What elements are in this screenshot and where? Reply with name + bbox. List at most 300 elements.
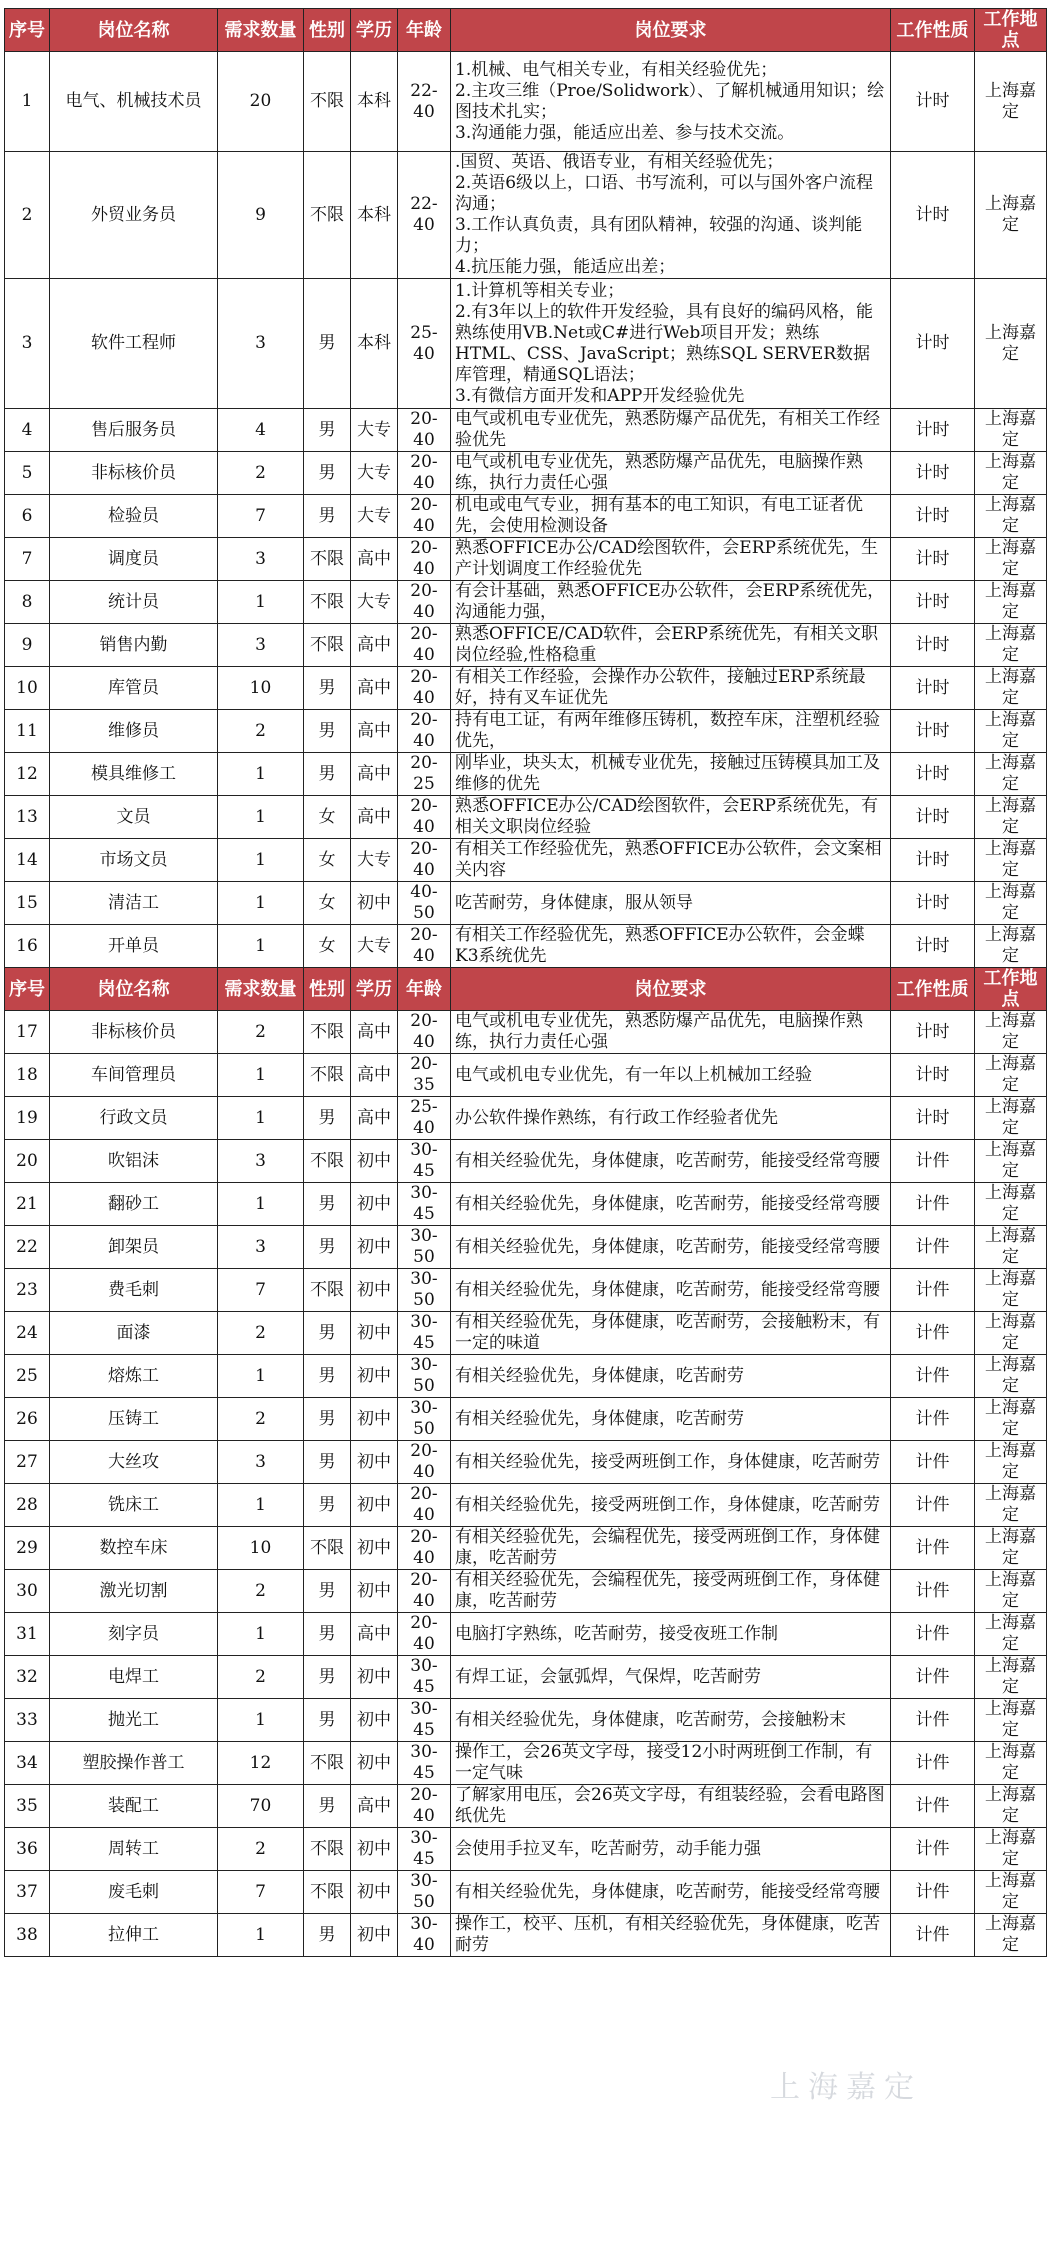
education: 高中 bbox=[351, 796, 398, 839]
age-range: 20-40 bbox=[398, 581, 451, 624]
job-requirements bbox=[451, 624, 891, 667]
job-title: 废毛刺 bbox=[50, 1871, 218, 1914]
work-type: 计时 bbox=[891, 667, 975, 710]
requirement-line: 有相关工作经验，会操作办公软件，接触过ERP系统最好，持有叉车证优先 bbox=[455, 667, 866, 708]
education: 初中 bbox=[351, 1183, 398, 1226]
job-requirements bbox=[451, 1011, 891, 1054]
requirement-line: 会使用手拉叉车，吃苦耐劳，动手能力强 bbox=[455, 1838, 761, 1859]
work-location: 上海嘉定 bbox=[975, 52, 1047, 152]
row-number: 37 bbox=[5, 1871, 50, 1914]
gender: 不限 bbox=[304, 1742, 351, 1785]
age-range: 30-50 bbox=[398, 1226, 451, 1269]
table-row bbox=[5, 882, 1047, 925]
job-title: 统计员 bbox=[50, 581, 218, 624]
job-requirements bbox=[451, 1140, 891, 1183]
row-number: 35 bbox=[5, 1785, 50, 1828]
job-requirements bbox=[451, 409, 891, 452]
row-number: 14 bbox=[5, 839, 50, 882]
table-row bbox=[5, 152, 1047, 279]
gender: 男 bbox=[304, 409, 351, 452]
job-requirements bbox=[451, 1742, 891, 1785]
job-requirements bbox=[451, 667, 891, 710]
job-requirements bbox=[451, 753, 891, 796]
age-range: 20-35 bbox=[398, 1054, 451, 1097]
row-number: 33 bbox=[5, 1699, 50, 1742]
age-range: 22-40 bbox=[398, 52, 451, 152]
headcount: 3 bbox=[218, 1441, 304, 1484]
job-title: 维修员 bbox=[50, 710, 218, 753]
row-number: 15 bbox=[5, 882, 50, 925]
work-type: 计时 bbox=[891, 796, 975, 839]
work-type: 计件 bbox=[891, 1613, 975, 1656]
headcount: 12 bbox=[218, 1742, 304, 1785]
job-requirements bbox=[451, 279, 891, 409]
age-range: 30-40 bbox=[398, 1914, 451, 1957]
row-number: 27 bbox=[5, 1441, 50, 1484]
education: 初中 bbox=[351, 1140, 398, 1183]
table-row bbox=[5, 796, 1047, 839]
job-requirements bbox=[451, 839, 891, 882]
job-requirements bbox=[451, 1398, 891, 1441]
work-type: 计时 bbox=[891, 538, 975, 581]
job-title: 软件工程师 bbox=[50, 279, 218, 409]
table-row bbox=[5, 925, 1047, 968]
job-title: 行政文员 bbox=[50, 1097, 218, 1140]
requirement-line: 办公软件操作熟练，有行政工作经验者优先 bbox=[455, 1107, 778, 1128]
table-row bbox=[5, 1441, 1047, 1484]
gender: 不限 bbox=[304, 1140, 351, 1183]
job-title: 大丝攻 bbox=[50, 1441, 218, 1484]
education: 高中 bbox=[351, 1011, 398, 1054]
headcount: 1 bbox=[218, 753, 304, 796]
header-cell: 工作地点 bbox=[975, 968, 1047, 1011]
table-row bbox=[5, 452, 1047, 495]
table-row bbox=[5, 1183, 1047, 1226]
header-cell: 岗位名称 bbox=[50, 968, 218, 1011]
job-title: 卸架员 bbox=[50, 1226, 218, 1269]
gender: 男 bbox=[304, 1441, 351, 1484]
job-title: 费毛刺 bbox=[50, 1269, 218, 1312]
gender: 男 bbox=[304, 1226, 351, 1269]
age-range: 25-40 bbox=[398, 279, 451, 409]
requirement-line: .国贸、英语、俄语专业，有相关经验优先； bbox=[455, 152, 784, 172]
headcount: 10 bbox=[218, 1527, 304, 1570]
education: 本科 bbox=[351, 152, 398, 279]
job-title: 车间管理员 bbox=[50, 1054, 218, 1097]
work-type: 计时 bbox=[891, 581, 975, 624]
header-cell: 需求数量 bbox=[218, 9, 304, 52]
headcount: 2 bbox=[218, 710, 304, 753]
work-location: 上海嘉定 bbox=[975, 279, 1047, 409]
age-range: 30-45 bbox=[398, 1828, 451, 1871]
education: 初中 bbox=[351, 1656, 398, 1699]
gender: 男 bbox=[304, 710, 351, 753]
row-number: 19 bbox=[5, 1097, 50, 1140]
job-listings-table bbox=[4, 8, 1047, 1957]
education: 初中 bbox=[351, 1570, 398, 1613]
row-number: 10 bbox=[5, 667, 50, 710]
table-row bbox=[5, 1140, 1047, 1183]
row-number: 2 bbox=[5, 152, 50, 279]
headcount: 1 bbox=[218, 1097, 304, 1140]
education: 初中 bbox=[351, 1914, 398, 1957]
education: 初中 bbox=[351, 1699, 398, 1742]
age-range: 20-40 bbox=[398, 624, 451, 667]
education: 高中 bbox=[351, 667, 398, 710]
education: 高中 bbox=[351, 1054, 398, 1097]
row-number: 12 bbox=[5, 753, 50, 796]
work-type: 计件 bbox=[891, 1828, 975, 1871]
job-title: 售后服务员 bbox=[50, 409, 218, 452]
job-requirements bbox=[451, 1097, 891, 1140]
education: 大专 bbox=[351, 495, 398, 538]
headcount: 2 bbox=[218, 1011, 304, 1054]
job-requirements bbox=[451, 1441, 891, 1484]
work-type: 计件 bbox=[891, 1871, 975, 1914]
job-title: 电焊工 bbox=[50, 1656, 218, 1699]
education: 大专 bbox=[351, 409, 398, 452]
work-location: 上海嘉定 bbox=[975, 538, 1047, 581]
work-location: 上海嘉定 bbox=[975, 882, 1047, 925]
requirement-line: 有相关工作经验优先，熟悉OFFICE办公软件，会文案相关内容 bbox=[455, 839, 882, 880]
education: 初中 bbox=[351, 1742, 398, 1785]
gender: 不限 bbox=[304, 1828, 351, 1871]
table-row bbox=[5, 1355, 1047, 1398]
job-requirements bbox=[451, 1699, 891, 1742]
row-number: 31 bbox=[5, 1613, 50, 1656]
table-row bbox=[5, 753, 1047, 796]
gender: 男 bbox=[304, 279, 351, 409]
work-location: 上海嘉定 bbox=[975, 1140, 1047, 1183]
job-title: 装配工 bbox=[50, 1785, 218, 1828]
job-requirements bbox=[451, 452, 891, 495]
job-title: 清洁工 bbox=[50, 882, 218, 925]
work-type: 计件 bbox=[891, 1699, 975, 1742]
job-title: 电气、机械技术员 bbox=[50, 52, 218, 152]
job-title: 检验员 bbox=[50, 495, 218, 538]
work-location: 上海嘉定 bbox=[975, 710, 1047, 753]
work-location: 上海嘉定 bbox=[975, 1097, 1047, 1140]
work-type: 计时 bbox=[891, 1054, 975, 1097]
job-title: 销售内勤 bbox=[50, 624, 218, 667]
requirement-line: 吃苦耐劳，身体健康，服从领导 bbox=[455, 892, 693, 913]
work-type: 计时 bbox=[891, 882, 975, 925]
job-requirements bbox=[451, 1183, 891, 1226]
age-range: 25-40 bbox=[398, 1097, 451, 1140]
gender: 男 bbox=[304, 452, 351, 495]
row-number: 26 bbox=[5, 1398, 50, 1441]
work-location: 上海嘉定 bbox=[975, 624, 1047, 667]
work-location: 上海嘉定 bbox=[975, 796, 1047, 839]
gender: 男 bbox=[304, 1785, 351, 1828]
gender: 不限 bbox=[304, 1011, 351, 1054]
table-row bbox=[5, 279, 1047, 409]
age-range: 30-50 bbox=[398, 1355, 451, 1398]
job-requirements bbox=[451, 1871, 891, 1914]
work-location: 上海嘉定 bbox=[975, 1570, 1047, 1613]
job-title: 库管员 bbox=[50, 667, 218, 710]
headcount: 20 bbox=[218, 52, 304, 152]
education: 初中 bbox=[351, 882, 398, 925]
work-type: 计时 bbox=[891, 409, 975, 452]
job-title: 刻字员 bbox=[50, 1613, 218, 1656]
requirement-line: 2.主攻三维（Proe/Solidwork）、了解机械通用知识；绘图技术扎实； bbox=[455, 80, 885, 122]
headcount: 2 bbox=[218, 452, 304, 495]
job-requirements bbox=[451, 1613, 891, 1656]
age-range: 30-45 bbox=[398, 1699, 451, 1742]
work-type: 计件 bbox=[891, 1140, 975, 1183]
job-requirements bbox=[451, 796, 891, 839]
work-location: 上海嘉定 bbox=[975, 1699, 1047, 1742]
row-number: 20 bbox=[5, 1140, 50, 1183]
gender: 不限 bbox=[304, 152, 351, 279]
age-range: 30-45 bbox=[398, 1140, 451, 1183]
row-number: 17 bbox=[5, 1011, 50, 1054]
table-row bbox=[5, 710, 1047, 753]
job-requirements bbox=[451, 882, 891, 925]
age-range: 20-40 bbox=[398, 1785, 451, 1828]
header-cell: 工作性质 bbox=[891, 968, 975, 1011]
row-number: 18 bbox=[5, 1054, 50, 1097]
table-row bbox=[5, 1097, 1047, 1140]
gender: 不限 bbox=[304, 538, 351, 581]
headcount: 3 bbox=[218, 279, 304, 409]
table-header-row bbox=[5, 9, 1047, 52]
requirement-line: 有相关经验优先，身体健康，吃苦耐劳 bbox=[455, 1408, 744, 1429]
work-type: 计时 bbox=[891, 624, 975, 667]
row-number: 36 bbox=[5, 1828, 50, 1871]
work-type: 计时 bbox=[891, 152, 975, 279]
headcount: 3 bbox=[218, 1140, 304, 1183]
headcount: 1 bbox=[218, 1914, 304, 1957]
age-range: 20-40 bbox=[398, 409, 451, 452]
requirement-line: 了解家用电压，会26英文字母，有组装经验，会看电路图纸优先 bbox=[455, 1785, 885, 1826]
gender: 男 bbox=[304, 1613, 351, 1656]
header-cell: 年龄 bbox=[398, 968, 451, 1011]
work-location: 上海嘉定 bbox=[975, 667, 1047, 710]
job-requirements bbox=[451, 152, 891, 279]
requirement-line: 熟悉OFFICE办公/CAD绘图软件，会ERP系统优先，有相关文职岗位经验 bbox=[455, 796, 878, 837]
table-header-row bbox=[5, 968, 1047, 1011]
gender: 男 bbox=[304, 1183, 351, 1226]
age-range: 20-40 bbox=[398, 1527, 451, 1570]
age-range: 20-40 bbox=[398, 839, 451, 882]
table-row bbox=[5, 1226, 1047, 1269]
work-location: 上海嘉定 bbox=[975, 1398, 1047, 1441]
table-row bbox=[5, 1742, 1047, 1785]
job-title: 面漆 bbox=[50, 1312, 218, 1355]
education: 高中 bbox=[351, 1613, 398, 1656]
headcount: 3 bbox=[218, 538, 304, 581]
table-row bbox=[5, 1699, 1047, 1742]
work-type: 计件 bbox=[891, 1226, 975, 1269]
age-range: 20-40 bbox=[398, 925, 451, 968]
job-title: 熔炼工 bbox=[50, 1355, 218, 1398]
table-row bbox=[5, 1312, 1047, 1355]
table-row bbox=[5, 1054, 1047, 1097]
education: 大专 bbox=[351, 581, 398, 624]
headcount: 2 bbox=[218, 1656, 304, 1699]
table-row bbox=[5, 1871, 1047, 1914]
row-number: 13 bbox=[5, 796, 50, 839]
work-location: 上海嘉定 bbox=[975, 1226, 1047, 1269]
row-number: 22 bbox=[5, 1226, 50, 1269]
table-row bbox=[5, 1398, 1047, 1441]
work-location: 上海嘉定 bbox=[975, 495, 1047, 538]
work-type: 计时 bbox=[891, 839, 975, 882]
gender: 男 bbox=[304, 1312, 351, 1355]
headcount: 3 bbox=[218, 1226, 304, 1269]
work-location: 上海嘉定 bbox=[975, 1355, 1047, 1398]
row-number: 25 bbox=[5, 1355, 50, 1398]
job-requirements bbox=[451, 1828, 891, 1871]
requirement-line: 有相关经验优先，接受两班倒工作，身体健康，吃苦耐劳 bbox=[455, 1494, 880, 1515]
gender: 男 bbox=[304, 1484, 351, 1527]
job-title: 压铸工 bbox=[50, 1398, 218, 1441]
job-requirements bbox=[451, 1226, 891, 1269]
education: 大专 bbox=[351, 452, 398, 495]
requirement-line: 1.机械、电气相关专业，有相关经验优先； bbox=[455, 59, 778, 80]
requirement-line: 4.抗压能力强，能适应出差； bbox=[455, 257, 676, 277]
header-cell: 序号 bbox=[5, 9, 50, 52]
header-cell: 序号 bbox=[5, 968, 50, 1011]
requirement-line: 有相关经验优先，身体健康，吃苦耐劳，能接受经常弯腰 bbox=[455, 1150, 880, 1171]
requirement-line: 3.有微信方面开发和APP开发经验优先 bbox=[455, 385, 745, 406]
work-location: 上海嘉定 bbox=[975, 1054, 1047, 1097]
table-row bbox=[5, 409, 1047, 452]
requirement-line: 有相关经验优先，接受两班倒工作，身体健康，吃苦耐劳 bbox=[455, 1451, 880, 1472]
job-requirements bbox=[451, 1484, 891, 1527]
requirement-line: 2.有3年以上的软件开发经验，具有良好的编码风格，能熟练使用VB.Net或C#进行Web项目开发；熟练HTML、CSS、JavaScript；熟练SQL SERVER数据库管理，精通SQL语法； bbox=[455, 301, 874, 385]
work-type: 计件 bbox=[891, 1398, 975, 1441]
education: 大专 bbox=[351, 839, 398, 882]
header-cell: 年龄 bbox=[398, 9, 451, 52]
header-cell: 岗位名称 bbox=[50, 9, 218, 52]
headcount: 1 bbox=[218, 796, 304, 839]
education: 本科 bbox=[351, 279, 398, 409]
requirement-line: 刚毕业，块头太，机械专业优先，接触过压铸模具加工及维修的优先 bbox=[455, 753, 880, 794]
headcount: 1 bbox=[218, 1054, 304, 1097]
requirement-line: 操作工，校平、压机，有相关经验优先，身体健康，吃苦耐劳 bbox=[455, 1914, 880, 1955]
gender: 男 bbox=[304, 1699, 351, 1742]
headcount: 7 bbox=[218, 495, 304, 538]
education: 高中 bbox=[351, 753, 398, 796]
age-range: 20-40 bbox=[398, 1484, 451, 1527]
work-location: 上海嘉定 bbox=[975, 1656, 1047, 1699]
work-location: 上海嘉定 bbox=[975, 753, 1047, 796]
job-title: 非标核价员 bbox=[50, 1011, 218, 1054]
table-row bbox=[5, 624, 1047, 667]
headcount: 4 bbox=[218, 409, 304, 452]
education: 本科 bbox=[351, 52, 398, 152]
row-number: 32 bbox=[5, 1656, 50, 1699]
job-title: 外贸业务员 bbox=[50, 152, 218, 279]
table-row bbox=[5, 839, 1047, 882]
work-location: 上海嘉定 bbox=[975, 1183, 1047, 1226]
work-type: 计件 bbox=[891, 1312, 975, 1355]
job-requirements bbox=[451, 581, 891, 624]
requirement-line: 有相关经验优先，会编程优先，接受两班倒工作，身体健康，吃苦耐劳 bbox=[455, 1570, 880, 1611]
work-type: 计时 bbox=[891, 279, 975, 409]
job-title: 开单员 bbox=[50, 925, 218, 968]
row-number: 38 bbox=[5, 1914, 50, 1957]
work-type: 计件 bbox=[891, 1785, 975, 1828]
work-location: 上海嘉定 bbox=[975, 1613, 1047, 1656]
work-type: 计时 bbox=[891, 1097, 975, 1140]
work-type: 计时 bbox=[891, 925, 975, 968]
requirement-line: 有会计基础，熟悉OFFICE办公软件，会ERP系统优先，沟通能力强， bbox=[455, 581, 885, 622]
header-cell: 工作地点 bbox=[975, 9, 1047, 52]
education: 高中 bbox=[351, 710, 398, 753]
gender: 男 bbox=[304, 667, 351, 710]
job-title: 吹铝沫 bbox=[50, 1140, 218, 1183]
work-type: 计件 bbox=[891, 1742, 975, 1785]
row-number: 8 bbox=[5, 581, 50, 624]
requirement-line: 有相关经验优先，身体健康，吃苦耐劳 bbox=[455, 1365, 744, 1386]
age-range: 20-40 bbox=[398, 710, 451, 753]
age-range: 30-50 bbox=[398, 1871, 451, 1914]
work-type: 计时 bbox=[891, 753, 975, 796]
requirement-line: 电气或机电专业优先，有一年以上机械加工经验 bbox=[455, 1064, 812, 1085]
table-row bbox=[5, 495, 1047, 538]
age-range: 20-40 bbox=[398, 495, 451, 538]
age-range: 20-25 bbox=[398, 753, 451, 796]
requirement-line: 电气或机电专业优先，熟悉防爆产品优先，电脑操作熟练，执行力责任心强 bbox=[455, 1011, 863, 1052]
education: 初中 bbox=[351, 1312, 398, 1355]
work-location: 上海嘉定 bbox=[975, 1011, 1047, 1054]
work-type: 计件 bbox=[891, 1183, 975, 1226]
work-location: 上海嘉定 bbox=[975, 1871, 1047, 1914]
job-requirements bbox=[451, 1527, 891, 1570]
row-number: 7 bbox=[5, 538, 50, 581]
work-location: 上海嘉定 bbox=[975, 1914, 1047, 1957]
gender: 女 bbox=[304, 925, 351, 968]
job-requirements bbox=[451, 1656, 891, 1699]
requirement-line: 3.工作认真负责，具有团队精神，较强的沟通、谈判能力； bbox=[455, 215, 863, 256]
row-number: 3 bbox=[5, 279, 50, 409]
job-title: 调度员 bbox=[50, 538, 218, 581]
work-location: 上海嘉定 bbox=[975, 839, 1047, 882]
row-number: 28 bbox=[5, 1484, 50, 1527]
age-range: 20-40 bbox=[398, 452, 451, 495]
requirement-line: 有相关经验优先，身体健康，吃苦耐劳，能接受经常弯腰 bbox=[455, 1193, 880, 1214]
table-row bbox=[5, 1613, 1047, 1656]
work-type: 计时 bbox=[891, 495, 975, 538]
education: 大专 bbox=[351, 925, 398, 968]
education: 高中 bbox=[351, 1785, 398, 1828]
gender: 不限 bbox=[304, 1269, 351, 1312]
table-row bbox=[5, 667, 1047, 710]
requirement-line: 有相关经验优先，会编程优先，接受两班倒工作，身体健康，吃苦耐劳 bbox=[455, 1527, 880, 1568]
headcount: 1 bbox=[218, 1183, 304, 1226]
work-location: 上海嘉定 bbox=[975, 1527, 1047, 1570]
job-requirements bbox=[451, 1269, 891, 1312]
gender: 男 bbox=[304, 1570, 351, 1613]
age-range: 40-50 bbox=[398, 882, 451, 925]
requirement-line: 机电或电气专业，拥有基本的电工知识，有电工证者优先，会使用检测设备 bbox=[455, 495, 863, 536]
header-cell: 性别 bbox=[304, 968, 351, 1011]
work-location: 上海嘉定 bbox=[975, 1742, 1047, 1785]
row-number: 9 bbox=[5, 624, 50, 667]
requirement-line: 有相关经验优先，身体健康，吃苦耐劳，会接触粉末，有一定的味道 bbox=[455, 1312, 880, 1353]
headcount: 2 bbox=[218, 1398, 304, 1441]
header-cell: 工作性质 bbox=[891, 9, 975, 52]
job-title: 非标核价员 bbox=[50, 452, 218, 495]
job-title: 模具维修工 bbox=[50, 753, 218, 796]
work-location: 上海嘉定 bbox=[975, 409, 1047, 452]
row-number: 4 bbox=[5, 409, 50, 452]
row-number: 30 bbox=[5, 1570, 50, 1613]
